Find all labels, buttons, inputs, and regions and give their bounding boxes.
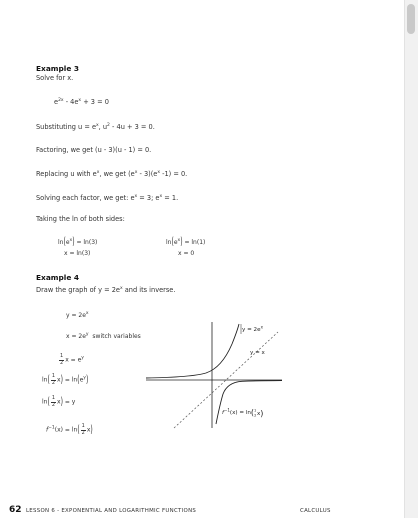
step-divide: $\frac{1}{2}$ $x = e^y$ xyxy=(60,353,84,366)
running-footer-course: CALCULUS xyxy=(300,508,331,514)
ln-intro-line: Taking the ln of both sides: xyxy=(36,215,125,223)
scrollbar-thumb[interactable] xyxy=(407,4,415,34)
solving-line: Solving each factor, we get: $e^x = 3$; $e^x = 1$. xyxy=(36,194,179,202)
example-4-prompt: Draw the graph of $y = 2e^x$ and its inverse. xyxy=(36,286,176,294)
substitution-line: Substituting $u = e^x$, $u^2 - 4u + 3 = 0$. xyxy=(36,123,155,131)
label-exponential: $y = 2e^x$ xyxy=(242,324,263,333)
running-footer-lesson: LESSON 6 - EXPONENTIAL AND LOGARITHMIC FUNCTIONS xyxy=(26,508,197,514)
example-3-prompt: Solve for x. xyxy=(36,74,74,82)
step-switch: $x = 2e^y$ switch variables xyxy=(66,332,141,340)
scrollbar-track[interactable] xyxy=(404,0,418,518)
page-number: 62 xyxy=(9,505,22,515)
curve-exponential xyxy=(146,324,239,378)
step-inverse: $f^{-1}(x) = \ln$( $\frac{1}{2}$ x) xyxy=(46,423,93,436)
curve-logarithmic-inverse xyxy=(216,381,282,425)
exponential-inverse-graph xyxy=(146,318,282,430)
label-y-equals-x: y = x xyxy=(250,350,265,356)
example-4-heading: Example 4 xyxy=(36,273,80,282)
step-original: $y = 2e^x$ xyxy=(66,311,89,319)
replacing-line: Replacing u with $e^x$, we get $(e^x - 3)(e^x$ -1) = 0. xyxy=(36,170,188,178)
right-ln-equation: $\ln(e^x) = \ln(1)$ xyxy=(166,236,206,249)
half-fraction: $\frac{1}{2}$ xyxy=(60,353,64,366)
left-ln-result: x = ln(3) xyxy=(64,250,91,257)
step-take-ln: ln( $\frac{1}{2}$ $x) = \ln(e^y)$ xyxy=(42,373,89,386)
factoring-line: Factoring, we get (u - 3)(u - 1) = 0. xyxy=(36,146,152,154)
left-ln-equation: $\ln(e^x) = \ln(3)$ xyxy=(58,236,98,249)
example-3-equation: $e^{2x} - 4e^x + 3 = 0$ xyxy=(54,98,109,106)
label-inverse: $f^{-1}(x) = \ln(^1$ 2x) xyxy=(222,407,264,418)
example-3-heading: Example 3 xyxy=(36,64,80,73)
step-simplify: ln( $\frac{1}{2}$ x) = y xyxy=(42,395,76,408)
right-ln-result: x = 0 xyxy=(178,250,195,257)
